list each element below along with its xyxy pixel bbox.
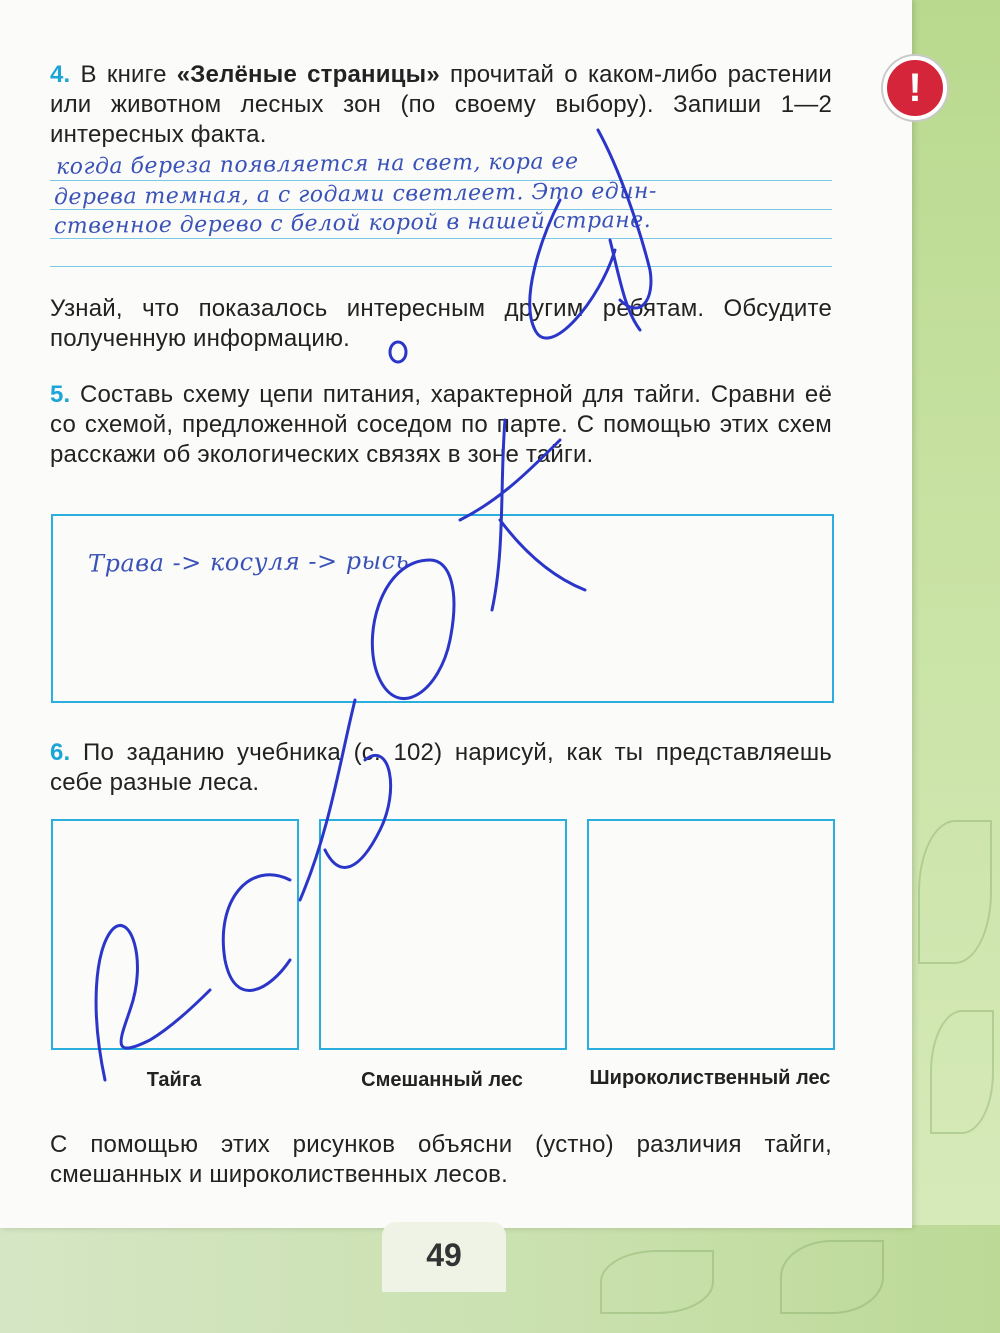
task-4-instruction: прочитай о каком-либо растении или животном лесных зон (по своему выбору). Запиши 1—2 интересных факта. xyxy=(50,61,832,148)
scribble-stroke xyxy=(598,130,651,308)
task-5-instruction: Составь схему цепи питания, характерной для тайги. Сравни её со схемой, предложенной соседом по парте. С помощью этих схем расскажи об экологических связях в зоне тайги. xyxy=(50,381,832,468)
mixed-forest-caption: Смешанный лес xyxy=(361,1069,523,1091)
handwritten-answer-line-2: дерева темная, а с годами светлеет. Это един- xyxy=(53,178,658,211)
scribble-stroke xyxy=(372,560,454,699)
task-4-number: 4. xyxy=(50,61,71,88)
task-4-book-title: «Зелёные страницы» xyxy=(176,61,440,88)
explain-text: С помощью этих рисунков объясни (устно) различия тайги, смешанных и широколиственных лесов. xyxy=(50,1131,832,1188)
scribble-stroke xyxy=(96,925,210,1080)
handwritten-answer-line-3: ственное дерево с белой корой в нашей стране. xyxy=(53,207,652,240)
handwritten-answer-line-1: когда береза появляется на свет, кора ее xyxy=(55,149,579,180)
scribble-stroke xyxy=(300,700,391,900)
scribble-stroke xyxy=(530,200,640,338)
scribble-word: сиякий xyxy=(0,0,4,1)
scribble-stroke xyxy=(460,420,585,610)
scribble-stroke xyxy=(223,875,290,991)
task-4-intro: В книге xyxy=(80,61,177,88)
exclamation-icon: ! xyxy=(883,56,947,120)
task-6-number: 6. xyxy=(50,739,71,766)
food-chain-handwriting: Трава -> косуля -> рысь xyxy=(87,546,410,578)
taiga-caption: Тайга xyxy=(146,1069,202,1091)
task-6-instruction: По заданию учебника (с. 102) нарисуй, как ты представляешь себе разные леса. xyxy=(50,739,832,796)
discuss-text: Узнай, что показалось интересным другим ребятам. Обсудите полученную информацию. xyxy=(50,295,832,352)
scribble-stroke xyxy=(390,342,406,362)
page-number: 49 xyxy=(382,1222,506,1292)
broadleaf-forest-caption: Широколиственный лес xyxy=(589,1067,831,1089)
task-5-number: 5. xyxy=(50,381,71,408)
